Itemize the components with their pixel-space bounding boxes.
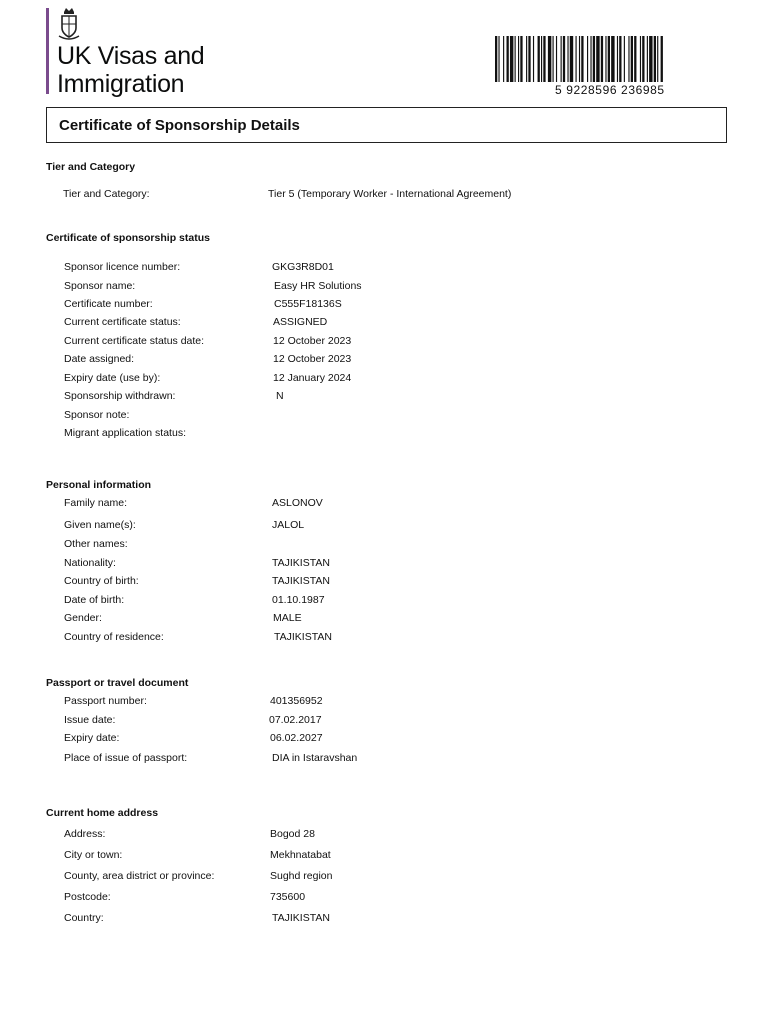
field-value-country: TAJIKISTAN: [272, 912, 330, 924]
section-heading-passport: Passport or travel document: [46, 677, 189, 689]
barcode-bar: [661, 36, 663, 82]
field-label-sponsor-licence: Sponsor licence number:: [64, 261, 181, 273]
brand-title-line1: UK Visas and: [57, 42, 205, 70]
field-value-sponsor-licence: GKG3R8D01: [272, 261, 334, 273]
field-value-gender: MALE: [273, 612, 302, 624]
brand-title-line2: Immigration: [57, 70, 185, 98]
section-heading-personal: Personal information: [46, 479, 152, 491]
brand-accent-bar: [46, 8, 49, 94]
barcode-bar: [640, 36, 641, 82]
barcode-bar: [581, 36, 583, 82]
field-label-migrant-application-status: Migrant application status:: [64, 427, 186, 439]
barcode-bar: [548, 36, 551, 82]
field-value-certificate-number: C555F18136S: [274, 298, 342, 310]
section-heading-status: Certificate of sponsorship status: [46, 232, 210, 244]
barcode-bar: [533, 36, 534, 82]
field-value-sponsorship-withdrawn: N: [276, 390, 284, 402]
barcode-bar: [528, 36, 530, 82]
field-label-city: City or town:: [64, 849, 123, 861]
field-label-family-name: Family name:: [64, 497, 128, 509]
field-label-expiry-date: Expiry date:: [64, 732, 120, 744]
brand-title: [57, 42, 204, 98]
field-label-country-of-birth: Country of birth:: [64, 575, 139, 587]
field-label-gender: Gender:: [64, 612, 102, 624]
barcode-bar: [617, 36, 618, 82]
field-label-passport-number: Passport number:: [64, 695, 147, 707]
document-title: Certificate of Sponsorship Details: [59, 117, 300, 134]
field-label-certificate-status: Current certificate status:: [64, 316, 181, 328]
barcode-bar: [590, 36, 591, 82]
field-value-expiry-use-by: 12 January 2024: [273, 372, 352, 384]
barcode-bar: [601, 36, 603, 82]
barcode-bar: [570, 36, 573, 82]
section-heading-address: Current home address: [46, 807, 159, 819]
field-value-expiry-date: 06.02.2027: [270, 732, 323, 744]
barcode-bar: [596, 36, 599, 82]
field-label-expiry-use-by: Expiry date (use by):: [64, 372, 161, 384]
field-value-county: Sughd region: [270, 870, 333, 882]
barcode-bar: [520, 36, 522, 82]
barcode-bar: [563, 36, 565, 82]
barcode-number: 5 9228596 236985: [555, 83, 665, 97]
barcode-bar: [649, 36, 652, 82]
barcode-bar: [631, 36, 633, 82]
barcode-bar: [576, 36, 577, 82]
barcode-bar: [553, 36, 554, 82]
field-value-given-names: JALOL: [272, 519, 305, 531]
barcode-bar: [556, 36, 557, 82]
field-value-date-of-birth: 01.10.1987: [272, 594, 325, 606]
field-label-status-date: Current certificate status date:: [64, 335, 205, 347]
field-value-place-of-issue: DIA in Istaravshan: [272, 752, 358, 764]
barcode-bar: [495, 36, 497, 82]
barcode-bar: [538, 36, 540, 82]
field-value-date-assigned: 12 October 2023: [273, 353, 352, 365]
field-value-sponsor-name: Easy HR Solutions: [274, 280, 362, 292]
field-label-issue-date: Issue date:: [64, 714, 116, 726]
field-label-country-of-residence: Country of residence:: [64, 631, 164, 643]
field-value-certificate-status: ASSIGNED: [273, 316, 328, 328]
field-label-nationality: Nationality:: [64, 557, 116, 569]
barcode-bar: [503, 36, 504, 82]
field-value-status-date: 12 October 2023: [273, 335, 352, 347]
barcode-bar: [561, 36, 562, 82]
barcode-bar: [642, 36, 644, 82]
field-value-issue-date: 07.02.2017: [269, 714, 322, 726]
field-value-passport-number: 401356952: [270, 695, 323, 707]
field-value-postcode: 735600: [270, 891, 306, 903]
field-label-date-assigned: Date assigned:: [64, 353, 135, 365]
field-label-tier-category: Tier and Category:: [63, 188, 150, 200]
barcode-bar: [507, 36, 509, 82]
field-label-address: Address:: [64, 828, 106, 840]
barcode-bar: [619, 36, 621, 82]
barcode-bar: [611, 36, 614, 82]
field-value-country-of-birth: TAJIKISTAN: [272, 575, 330, 587]
field-value-tier-category: Tier 5 (Temporary Worker - International Agreement): [268, 188, 512, 200]
barcode-bar: [587, 36, 588, 82]
barcode-bar: [657, 36, 658, 82]
field-label-certificate-number: Certificate number:: [64, 298, 153, 310]
barcode-bar: [628, 36, 629, 82]
barcode-bar: [608, 36, 610, 82]
field-label-given-names: Given name(s):: [64, 519, 136, 531]
field-label-county: County, area district or province:: [64, 870, 215, 882]
document-title-box: [46, 107, 727, 143]
field-label-date-of-birth: Date of birth:: [64, 594, 125, 606]
barcode-bar: [526, 36, 527, 82]
barcode-bar: [579, 36, 580, 82]
field-label-other-names: Other names:: [64, 538, 128, 550]
field-label-sponsor-note: Sponsor note:: [64, 409, 130, 421]
barcode-bar: [634, 36, 636, 82]
barcode-bar: [647, 36, 648, 82]
field-label-postcode: Postcode:: [64, 891, 111, 903]
field-value-address: Bogod 28: [270, 828, 315, 840]
barcode-bar: [654, 36, 656, 82]
field-label-country: Country:: [64, 912, 104, 924]
field-value-nationality: TAJIKISTAN: [272, 557, 330, 569]
field-label-sponsorship-withdrawn: Sponsorship withdrawn:: [64, 390, 176, 402]
barcode-bar: [567, 36, 568, 82]
barcode-bar: [605, 36, 606, 82]
barcode-bar: [624, 36, 625, 82]
field-label-sponsor-name: Sponsor name:: [64, 280, 136, 292]
field-label-place-of-issue: Place of issue of passport:: [64, 752, 188, 764]
barcode-bar: [518, 36, 519, 82]
barcode-bar: [515, 36, 516, 82]
field-value-city: Mekhnatabat: [270, 849, 331, 861]
barcode-bar: [541, 36, 542, 82]
section-heading-tier: Tier and Category: [46, 161, 136, 173]
barcode-bar: [510, 36, 513, 82]
field-value-family-name: ASLONOV: [272, 497, 323, 509]
field-value-country-of-residence: TAJIKISTAN: [274, 631, 332, 643]
barcode-bar: [593, 36, 595, 82]
barcode-bar: [543, 36, 545, 82]
barcode-icon: [495, 36, 727, 82]
barcode-bar: [498, 36, 499, 82]
royal-crest-icon: [56, 6, 82, 42]
